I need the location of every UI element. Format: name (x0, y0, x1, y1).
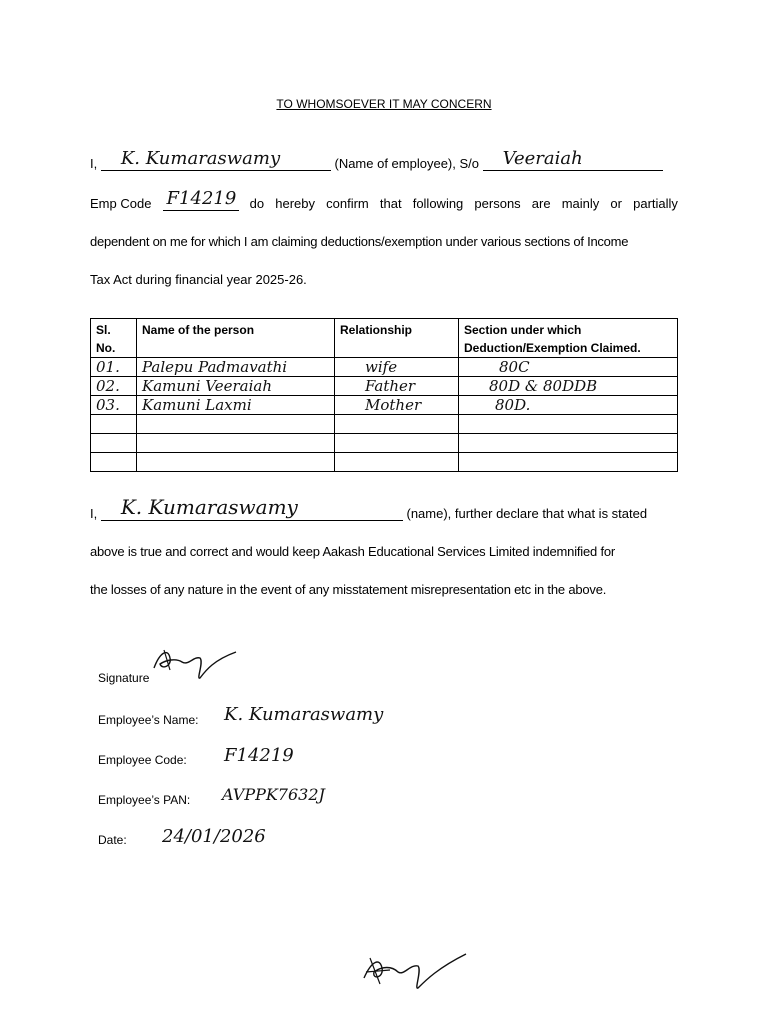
father-name-blank (483, 148, 663, 171)
cell-sl-no (91, 434, 137, 453)
word-8: or (610, 196, 622, 211)
cell-section (459, 453, 678, 472)
employee-declaration-line (90, 148, 680, 171)
word-4: following (412, 196, 464, 211)
body-line-3: dependent on me for which I am claiming deductions/exemption under various sections of Income (90, 234, 629, 249)
header-relationship: Relationship (335, 319, 459, 358)
declaration-prefix: I, (90, 506, 98, 521)
employee-code-label: Employee Code: (98, 753, 187, 767)
word-0: do (249, 196, 265, 211)
employee-pan-label: Employee’s PAN: (98, 793, 191, 807)
cell-section (459, 434, 678, 453)
document-title: TO WHOMSOEVER IT MAY CONCERN (276, 97, 492, 111)
declaration-line-1 (90, 495, 680, 521)
employee-name-label: Employee’s Name: (98, 713, 199, 727)
table-row (91, 415, 678, 434)
cell-name: Palepu Padmavathi (137, 358, 335, 377)
declaration-line-3: the losses of any nature in the event of any misstatement misrepresentation etc in the above. (90, 582, 607, 597)
cell-relationship (335, 434, 459, 453)
date-value: 24/01/2026 (162, 826, 266, 847)
cell-section: 80C (459, 358, 678, 377)
employee-pan-value: AVPPK7632J (222, 785, 325, 804)
cell-name (137, 415, 335, 434)
cell-section: 80D. (459, 396, 678, 415)
word-6: are (531, 196, 551, 211)
cell-section: 80D & 80DDB (459, 377, 678, 396)
employee-code-value: F14219 (224, 745, 294, 766)
cell-relationship (335, 415, 459, 434)
body-line-4: Tax Act during financial year 2025-26. (90, 272, 307, 287)
cell-relationship (335, 453, 459, 472)
cell-sl-no: 01. (91, 358, 137, 377)
header-section: Section under which Deduction/Exemption Claimed. (459, 319, 678, 358)
word-5: persons (474, 196, 521, 211)
emp-code-label: Emp Code (90, 196, 152, 211)
word-7: mainly (561, 196, 600, 211)
cell-section (459, 415, 678, 434)
cell-relationship: wife (335, 358, 459, 377)
cell-sl-no: 02. (91, 377, 137, 396)
header-name: Name of the person (137, 319, 335, 358)
table-row (91, 358, 678, 377)
employee-name-blank (101, 148, 331, 171)
date-label: Date: (98, 833, 127, 847)
cell-relationship: Father (335, 377, 459, 396)
table-row (91, 396, 678, 415)
declaration-name-blank (101, 495, 403, 521)
dependents-table (90, 318, 678, 472)
emp-code-blank (163, 188, 239, 211)
emp-code-handwritten: F14219 (166, 188, 237, 209)
table-row (91, 453, 678, 472)
declaration-rest: (name), further declare that what is stated (406, 506, 648, 521)
cell-sl-no: 03. (91, 396, 137, 415)
word-1: hereby (275, 196, 316, 211)
declaration-line-2: above is true and correct and would keep Aakash Educational Services Limited indemnified for (90, 544, 616, 559)
cell-relationship: Mother (335, 396, 459, 415)
cell-name (137, 434, 335, 453)
cell-name: Kamuni Laxmi (137, 396, 335, 415)
bottom-signature-mark (360, 944, 470, 994)
line1-prefix: I, (90, 156, 98, 171)
table-header-row (91, 319, 678, 358)
table-row (91, 377, 678, 396)
word-3: that (379, 196, 402, 211)
word-9: partially (633, 196, 678, 211)
header-sl-no: Sl. No. (91, 319, 137, 358)
table-row (91, 434, 678, 453)
cell-name (137, 453, 335, 472)
cell-sl-no (91, 415, 137, 434)
declaration-name-handwritten: K. Kumaraswamy (120, 495, 298, 519)
signature-mark (148, 640, 240, 684)
employee-name-handwritten: K. Kumaraswamy (120, 148, 281, 169)
signature-label: Signature (98, 671, 150, 685)
word-2: confirm (326, 196, 369, 211)
father-name-handwritten: Veeraiah (502, 148, 583, 169)
line1-mid-text: (Name of employee), S/o (334, 156, 479, 171)
cell-sl-no (91, 453, 137, 472)
emp-code-line (90, 188, 678, 211)
employee-name-value: K. Kumaraswamy (224, 704, 384, 725)
cell-name: Kamuni Veeraiah (137, 377, 335, 396)
